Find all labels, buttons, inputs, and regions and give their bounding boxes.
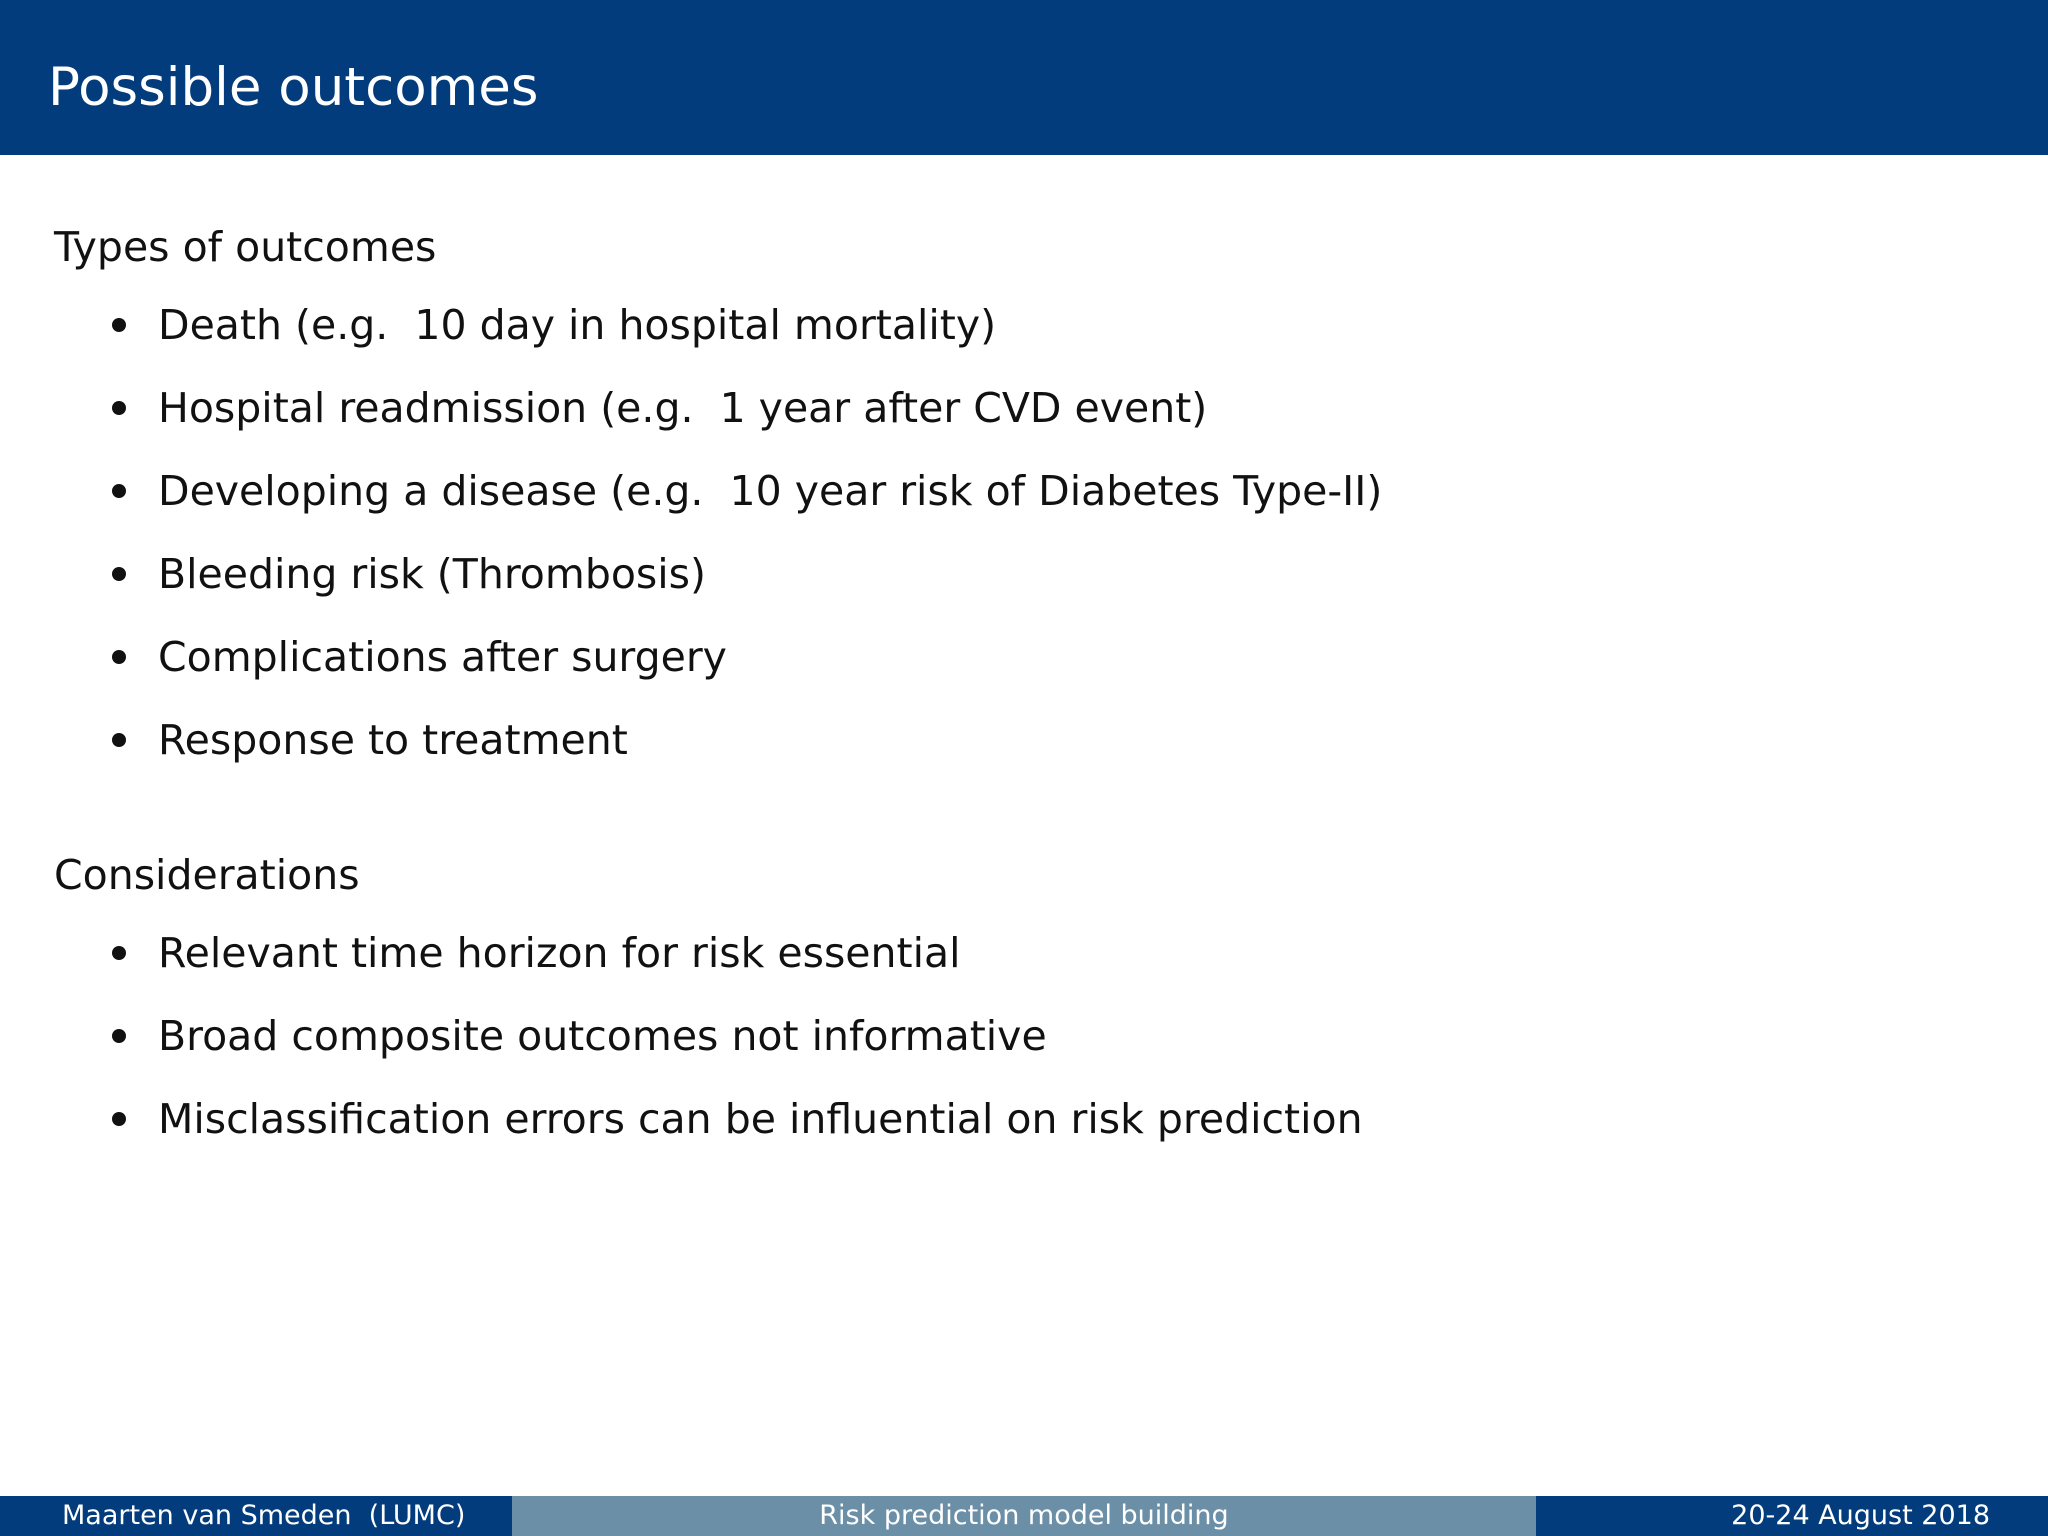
- list-item: [0, 1092, 2048, 1175]
- bullet-icon: [112, 484, 126, 498]
- list-item: [0, 630, 2048, 713]
- title-bar: [0, 0, 2048, 155]
- bullet-icon: [112, 946, 126, 960]
- page-title: Possible outcomes: [48, 57, 539, 118]
- list-item-text: Broad composite outcomes not informative: [158, 1012, 1047, 1060]
- list-item-text: Response to treatment: [158, 716, 628, 764]
- bullet-icon: [112, 318, 126, 332]
- list-item: [0, 298, 2048, 381]
- list-item-text: Relevant time horizon for risk essential: [158, 929, 961, 977]
- footer-author: Maarten van Smeden (LUMC): [0, 1496, 512, 1536]
- list-item-text: Death (e.g. 10 day in hospital mortality): [158, 301, 997, 349]
- list-item-text: Hospital readmission (e.g. 1 year after CVD event): [158, 384, 1208, 432]
- bullet-icon: [112, 650, 126, 664]
- types-of-outcomes-list: [0, 298, 2048, 796]
- bullet-icon: [112, 733, 126, 747]
- bullet-icon: [112, 1029, 126, 1043]
- list-item: [0, 464, 2048, 547]
- list-item: [0, 713, 2048, 796]
- list-item-text: Developing a disease (e.g. 10 year risk of Diabetes Type-II): [158, 467, 1383, 515]
- considerations-list: [0, 926, 2048, 1175]
- footer: [0, 1496, 2048, 1536]
- list-item: [0, 1009, 2048, 1092]
- footer-presentation-title: Risk prediction model building: [512, 1496, 1536, 1536]
- list-item-text: Bleeding risk (Thrombosis): [158, 550, 707, 598]
- bullet-icon: [112, 567, 126, 581]
- section-heading-considerations: Considerations: [54, 851, 360, 899]
- list-item: [0, 381, 2048, 464]
- list-item-text: Complications after surgery: [158, 633, 727, 681]
- bullet-icon: [112, 1112, 126, 1126]
- bullet-icon: [112, 401, 126, 415]
- list-item: [0, 547, 2048, 630]
- section-heading-types-of-outcomes: Types of outcomes: [54, 223, 437, 271]
- list-item: [0, 926, 2048, 1009]
- list-item-text: Misclassification errors can be influential on risk prediction: [158, 1095, 1363, 1143]
- footer-date: 20-24 August 2018: [1536, 1496, 2048, 1536]
